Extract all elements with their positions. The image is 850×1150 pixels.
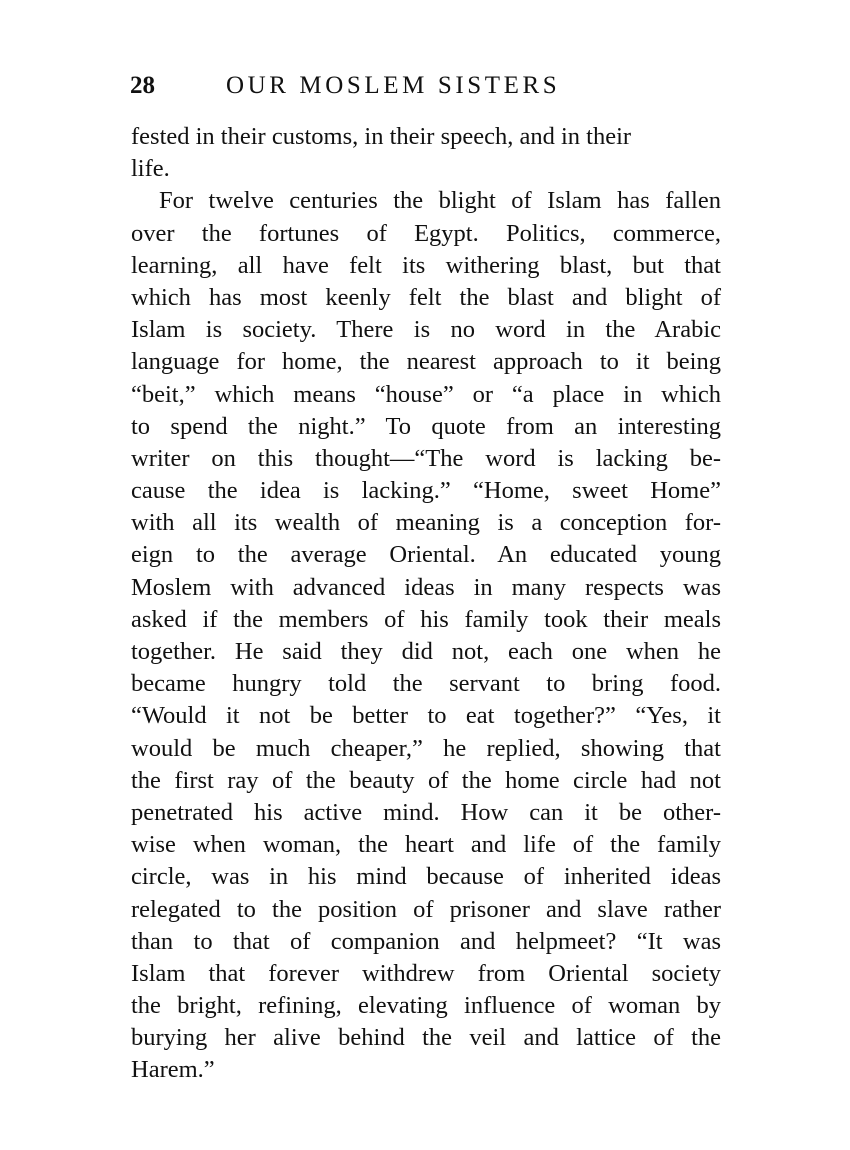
text-line: wise when woman, the heart and life of the family — [131, 831, 721, 859]
text-line: asked if the members of his family took their meals — [131, 605, 721, 633]
text-line: became hungry told the servant to bring food. — [131, 670, 721, 698]
text-line: circle, was in his mind because of inherited ideas — [131, 863, 721, 891]
text-line: life. — [131, 155, 170, 183]
text-line: writer on this thought—“The word is lacking be- — [131, 444, 721, 472]
text-line: Islam that forever withdrew from Oriental society — [131, 959, 721, 987]
text-line: Harem.” — [131, 1056, 215, 1084]
text-line: language for home, the nearest approach to it being — [131, 348, 721, 376]
text-line: to spend the night.” To quote from an interesting — [131, 412, 721, 440]
text-line: Moslem with advanced ideas in many respects was — [131, 573, 721, 601]
text-line: learning, all have felt its withering blast, but that — [131, 251, 721, 279]
text-line: “beit,” which means “house” or “a place in which — [131, 380, 721, 408]
text-line: would be much cheaper,” he replied, showing that — [131, 734, 721, 762]
text-line: eign to the average Oriental. An educated young — [131, 541, 721, 569]
text-line: For twelve centuries the blight of Islam has fallen — [159, 187, 721, 215]
text-line: cause the idea is lacking.” “Home, sweet Home” — [131, 477, 721, 505]
text-line: relegated to the position of prisoner and slave rather — [131, 895, 721, 923]
text-line: which has most keenly felt the blast and blight of — [131, 283, 721, 311]
text-line: the first ray of the beauty of the home circle had not — [131, 766, 721, 794]
text-line: fested in their customs, in their speech, and in their — [131, 123, 632, 150]
text-line: Islam is society. There is no word in the Arabic — [131, 316, 721, 344]
running-title: OUR MOSLEM SISTERS — [226, 72, 561, 99]
text-line: the bright, refining, elevating influence of woman by — [131, 992, 721, 1020]
text-line: “Would it not be better to eat together?” “Yes, it — [131, 702, 721, 730]
text-line: with all its wealth of meaning is a conception for- — [131, 509, 721, 537]
body-text — [131, 121, 721, 1087]
text-line: than to that of companion and helpmeet? “It was — [131, 927, 721, 955]
running-head — [130, 66, 730, 106]
text-line: together. He said they did not, each one when he — [131, 638, 721, 665]
text-line: penetrated his active mind. How can it be other- — [131, 798, 721, 826]
text-line: over the fortunes of Egypt. Politics, commerce, — [131, 219, 721, 247]
text-line: burying her alive behind the veil and lattice of the — [131, 1024, 721, 1052]
page-number: 28 — [130, 72, 155, 99]
